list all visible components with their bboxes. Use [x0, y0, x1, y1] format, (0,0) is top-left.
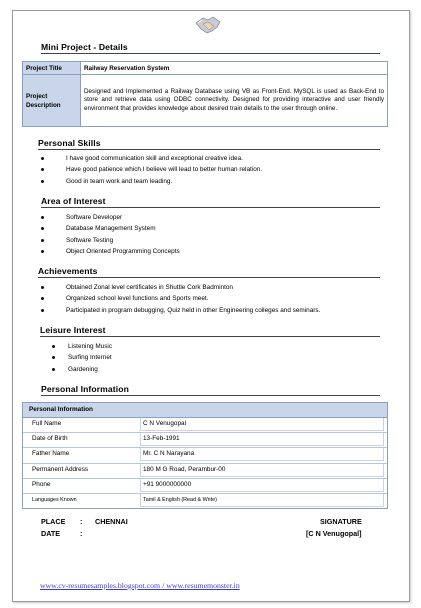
row-label: Father Name: [32, 450, 70, 458]
divider: [41, 207, 380, 208]
divider: [38, 149, 380, 150]
bullet-icon: [41, 297, 44, 300]
list-item: Database Management System: [38, 223, 180, 234]
divider: [41, 395, 380, 396]
table-row: [23, 479, 387, 494]
signature-name: [C N Venugopal]: [306, 529, 362, 538]
project-description-value: Designed and Implemented a Railway Database using VB as Front-End. MySQL is used as Back-End to store and retrieve data using ODBC connectivity. Designed for providing interactive and user friendly environment that provides knowledge about desired train details to the user through online.: [81, 75, 388, 127]
place-colon: :: [80, 517, 83, 526]
bullet-icon: [41, 216, 44, 219]
area-of-interest-heading: Area of Interest: [41, 196, 106, 206]
row-value: Mr. C N Narayana: [140, 448, 384, 461]
bullet-icon: [41, 168, 44, 171]
row-label: Permanent Address: [32, 465, 89, 473]
place-label: PLACE: [41, 517, 66, 526]
row-label: Languages Known: [32, 496, 77, 503]
bullet-icon: [41, 227, 44, 230]
personal-information-table: [22, 402, 388, 509]
personal-skills-list: [38, 153, 262, 187]
list-item: I have good communication skill and exceptional creative idea.: [38, 153, 262, 164]
table-row: [23, 433, 387, 448]
row-value: 180 M G Road, Perambur-00: [140, 464, 384, 477]
date-colon: :: [80, 529, 83, 538]
project-title-label: Project Title: [23, 62, 81, 75]
project-title-value: Railway Reservation System: [81, 62, 388, 75]
table-row: [23, 448, 387, 463]
table-heading: Personal Information: [23, 403, 387, 418]
handshake-logo: [195, 14, 221, 36]
row-value: +91 9000000000: [140, 479, 384, 492]
personal-information-heading: Personal Information: [41, 384, 129, 394]
bullet-icon: [41, 286, 44, 289]
list-item: Listening Music: [52, 341, 112, 352]
personal-skills-heading: Personal Skills: [38, 138, 101, 148]
date-label: DATE: [41, 529, 61, 538]
project-table: [22, 61, 388, 127]
row-value: Tamil & English (Read & Write): [140, 494, 384, 507]
mini-project-heading: Mini Project - Details: [41, 42, 128, 52]
list-item: Object Oriented Programming Concepts: [38, 246, 180, 257]
bullet-icon: [41, 180, 44, 183]
leisure-interest-heading: Leisure Interest: [40, 325, 106, 335]
list-item: Organized school level functions and Sports meet.: [38, 293, 320, 304]
divider: [40, 336, 380, 337]
list-item: Obtained Zonal level certificates in Shuttle Cork Badminton: [38, 282, 320, 293]
row-label: Date of Birth: [32, 435, 68, 443]
list-item: Participated in program debugging, Quiz held in other Engineering colleges and seminars.: [38, 305, 320, 316]
divider: [38, 277, 380, 278]
row-value: 13-Feb-1991: [140, 433, 384, 446]
divider: [41, 53, 380, 54]
bullet-icon: [52, 345, 55, 348]
list-item: Software Developer: [38, 212, 180, 223]
signature-label: SIGNATURE: [320, 517, 362, 526]
bullet-icon: [52, 368, 55, 371]
list-item: Good in team work and team leading.: [38, 176, 262, 187]
achievements-heading: Achievements: [38, 266, 98, 276]
achievements-list: [38, 282, 320, 316]
bullet-icon: [52, 356, 55, 359]
row-label: Full Name: [32, 420, 62, 427]
footer-link-resumemonster[interactable]: www.resumemonster.in: [166, 581, 240, 590]
bullet-icon: [41, 239, 44, 242]
footer-separator: /: [162, 581, 165, 590]
bullet-icon: [41, 309, 44, 312]
list-item: Have good patience which I believe will lead to better human relation.: [38, 164, 262, 175]
footer-links: [40, 581, 240, 590]
bullet-icon: [41, 250, 44, 253]
place-value: CHENNAI: [95, 517, 128, 526]
leisure-interest-list: [52, 341, 112, 375]
row-value: C N Venugopal: [140, 418, 384, 431]
table-row: [23, 464, 387, 479]
list-item: Gardening: [52, 364, 112, 375]
row-label: Phone: [32, 480, 51, 488]
table-row: [23, 494, 387, 508]
list-item: Surfing Internet: [52, 352, 112, 363]
bullet-icon: [41, 157, 44, 160]
area-of-interest-list: [38, 212, 180, 257]
table-row: [23, 418, 387, 433]
list-item: Software Testing: [38, 235, 180, 246]
footer-link-blog[interactable]: www.cv-resumesamples.blogspot.com: [40, 581, 161, 590]
project-description-label: Project Description: [23, 75, 81, 127]
